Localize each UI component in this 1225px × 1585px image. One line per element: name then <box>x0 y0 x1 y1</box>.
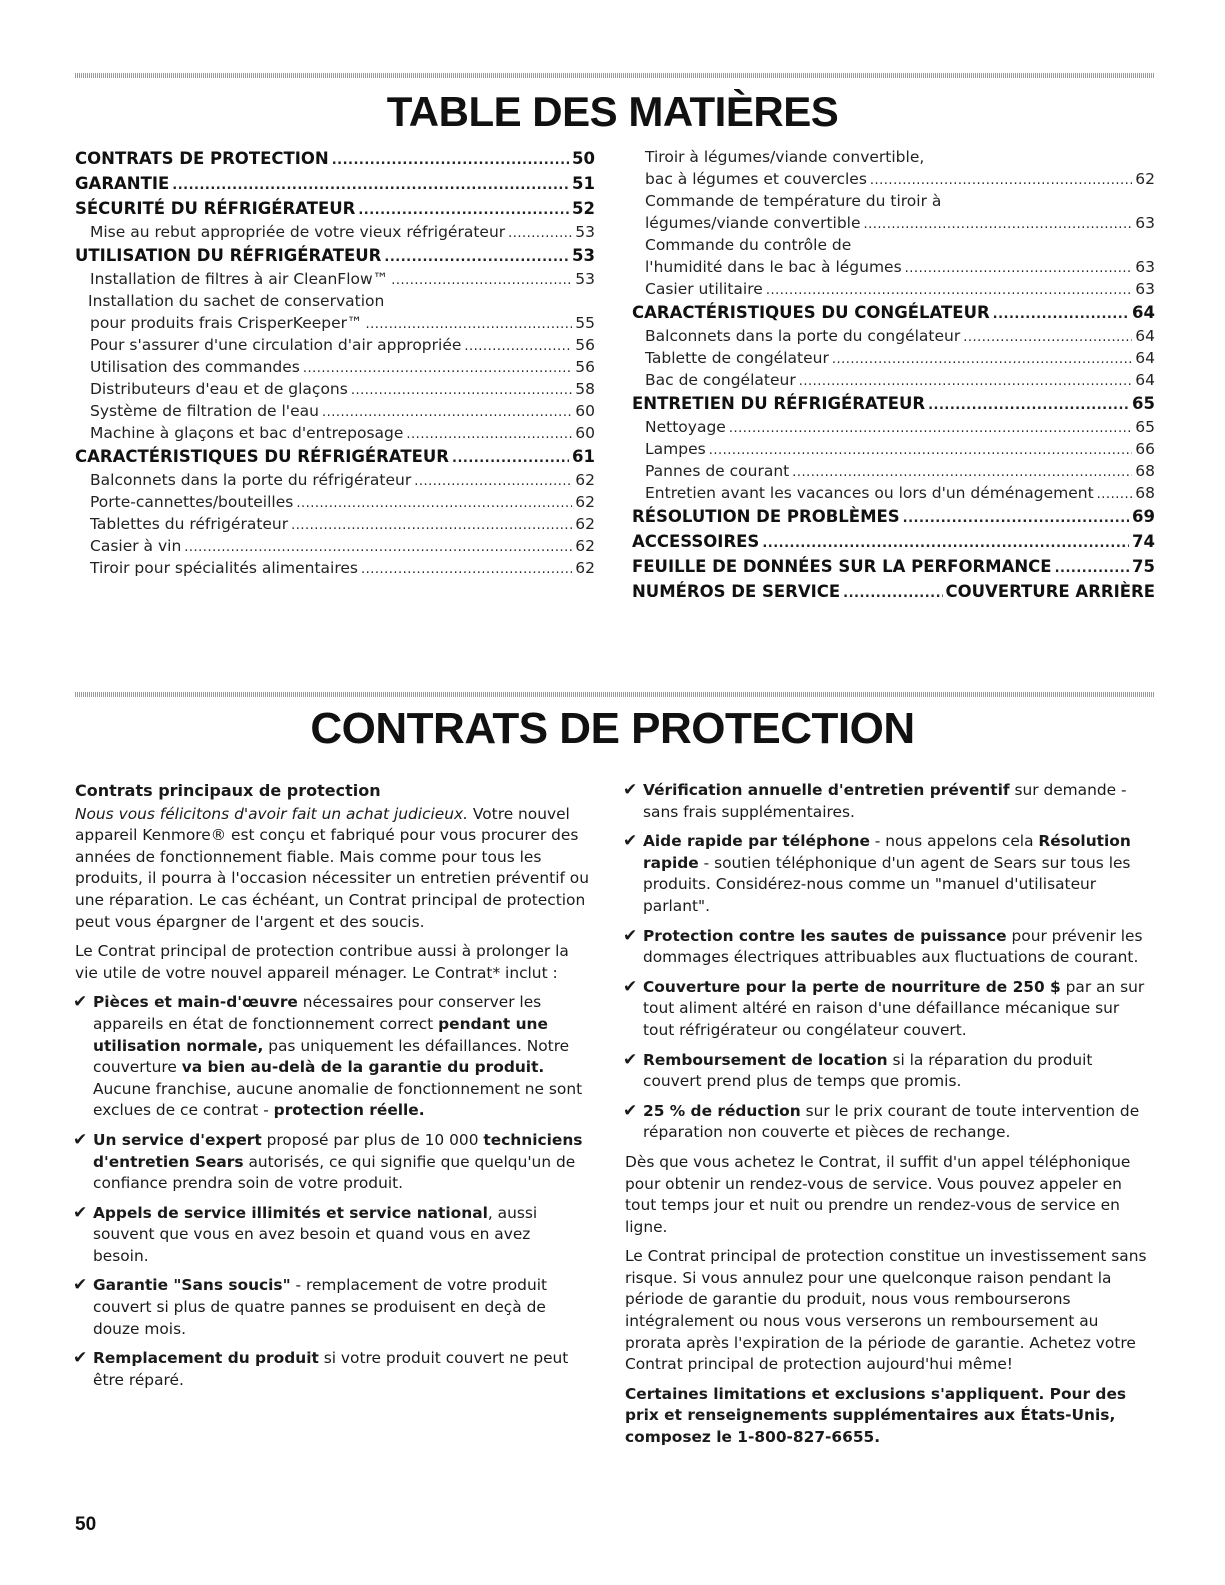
toc-entry-label: Lampes <box>645 440 706 458</box>
toc-dot-leader <box>184 537 572 559</box>
toc-entry <box>632 212 1155 234</box>
toc-dot-leader <box>332 148 569 173</box>
toc-dot-leader <box>414 471 572 493</box>
toc-dot-leader <box>361 559 572 581</box>
toc-heading-entry <box>632 504 1155 529</box>
benefit-emphasis: Garantie "Sans soucis" <box>93 1276 291 1295</box>
toc-dot-leader <box>351 380 572 402</box>
contracts-title: CONTRATS DE PROTECTION <box>310 704 915 753</box>
toc-dot-leader <box>905 258 1133 280</box>
toc-entry-page: 62 <box>575 559 595 577</box>
benefit-emphasis: va bien au-delà de la garantie du produit. <box>181 1058 545 1077</box>
toc-dot-leader <box>993 302 1129 327</box>
toc-entry-page: 64 <box>1132 303 1155 322</box>
toc-entry-label: Tiroir à légumes/viande convertible, <box>645 148 925 166</box>
benefit-text: par an sur tout aliment altéré en raison d'une défaillance mécanique sur tout réfrigérateur ou congélateur couvert. <box>643 977 1145 1039</box>
toc-dot-leader <box>508 223 572 245</box>
toc-dot-leader <box>296 493 572 515</box>
appointment-paragraph: Dès que vous achetez le Contrat, il suffit d'un appel téléphonique pour obtenir un rendez-vous de service. Vous pouvez appeler en tout temps jour et nuit ou prendre un rendez-vous de service en ligne. <box>625 1152 1131 1236</box>
toc-entry <box>632 234 1155 256</box>
toc-entry-page: 50 <box>572 149 595 168</box>
toc-entry-label: Nettoyage <box>645 418 726 436</box>
benefit-item <box>625 1101 1153 1144</box>
benefit-item <box>75 992 590 1122</box>
toc-entry-page: 63 <box>1135 214 1155 232</box>
toc-dot-leader <box>322 402 572 424</box>
toc-entry-label: l'humidité dans le bac à légumes <box>645 258 902 276</box>
toc-entry-label: Commande du contrôle de <box>645 236 852 254</box>
toc-entry-label: pour produits frais CrisperKeeper™ <box>90 314 363 332</box>
toc-entry-page: 61 <box>572 447 595 466</box>
benefit-text: proposé par plus de 10 000 <box>261 1130 484 1149</box>
benefit-emphasis: Protection contre les sautes de puissance <box>643 926 1007 945</box>
toc-entry <box>75 290 595 312</box>
toc-dot-leader <box>766 280 1132 302</box>
toc-entry-label: Balconnets dans la porte du réfrigérateur <box>90 471 412 489</box>
toc-entry <box>75 535 595 557</box>
benefit-item <box>75 1203 590 1268</box>
benefit-item <box>625 977 1153 1042</box>
benefit-item <box>75 1130 590 1195</box>
benefit-emphasis: 25 % de réduction <box>643 1101 801 1120</box>
toc-entry-page: 62 <box>575 471 595 489</box>
toc-entry-page: 51 <box>572 174 595 193</box>
toc-entry-page: 64 <box>1135 327 1155 345</box>
toc-heading-entry <box>75 444 595 469</box>
toc-entry <box>75 268 595 290</box>
toc-entry-label: Utilisation des commandes <box>90 358 300 376</box>
toc-entry-page: 69 <box>1132 507 1155 526</box>
toc-entry-label: Installation de filtres à air CleanFlow™ <box>90 270 389 288</box>
toc-entry-label: Tiroir pour spécialités alimentaires <box>90 559 358 577</box>
contracts-subheading: Contrats principaux de protection <box>75 781 381 800</box>
toc-dot-leader <box>303 358 572 380</box>
benefit-emphasis: Résolution rapide <box>643 832 1131 872</box>
benefit-text: sur demande - sans frais supplémentaires. <box>643 781 1127 821</box>
toc-dot-leader <box>963 327 1132 349</box>
toc-title: TABLE DES MATIÈRES <box>386 88 839 135</box>
toc-dot-leader <box>864 214 1133 236</box>
toc-dot-leader <box>1097 484 1133 506</box>
benefit-item <box>625 1050 1153 1093</box>
benefit-text: pour prévenir les dommages électriques attribuables aux fluctuations de courant. <box>643 926 1143 967</box>
benefit-emphasis: Aide rapide par téléphone <box>643 832 870 851</box>
toc-dot-leader <box>832 349 1132 371</box>
toc-entry-page: COUVERTURE ARRIÈRE <box>945 582 1155 601</box>
benefit-emphasis: techniciens d'entretien Sears <box>93 1130 583 1171</box>
toc-entry-page: 60 <box>575 424 595 442</box>
checkmark-icon: ✔ <box>623 1049 638 1070</box>
toc-entry-page: 64 <box>1135 349 1155 367</box>
toc-heading-entry <box>632 579 1155 604</box>
toc-entry-label: SÉCURITÉ DU RÉFRIGÉRATEUR <box>75 199 356 218</box>
toc-entry-label: Commande de température du tiroir à <box>645 192 942 210</box>
checkmark-icon: ✔ <box>73 1129 88 1150</box>
toc-entry <box>75 491 595 513</box>
benefit-item <box>625 926 1153 969</box>
toc-entry-label: Pannes de courant <box>645 462 790 480</box>
toc-right-column <box>632 146 1155 604</box>
toc-heading-entry <box>75 196 595 221</box>
toc-dot-leader <box>366 314 573 336</box>
benefit-text: - remplacement de votre produit couvert si plus de quatre pannes se produisent en deçà de douze mois. <box>93 1276 548 1338</box>
benefit-text: sur le prix courant de toute intervention de réparation non couverte et pièces de rechange. <box>643 1101 1140 1142</box>
checkmark-icon: ✔ <box>623 780 638 800</box>
toc-entry-label: Distributeurs d'eau et de glaçons <box>90 380 348 398</box>
toc-dot-leader <box>391 270 572 292</box>
checkmark-icon: ✔ <box>623 976 638 997</box>
benefit-text: pas uniquement les défaillances. Notre couverture <box>93 1036 570 1077</box>
toc-dot-leader <box>870 170 1132 192</box>
toc-dot-leader <box>928 393 1129 418</box>
toc-entry <box>632 347 1155 369</box>
checkmark-icon: ✔ <box>73 1275 88 1296</box>
section-divider-rule <box>75 692 1155 697</box>
toc-entry-page: 65 <box>1132 394 1155 413</box>
toc-entry <box>632 325 1155 347</box>
benefit-text: nécessaires pour conserver les appareils en état de fonctionnement correct <box>93 993 542 1033</box>
toc-entry-page: 75 <box>1132 557 1155 576</box>
benefit-emphasis: Pièces et main-d'œuvre <box>93 993 298 1012</box>
toc-entry <box>632 460 1155 482</box>
benefit-item <box>75 1275 590 1340</box>
benefit-text: , aussi souvent que vous en avez besoin et quand vous en avez besoin. <box>93 1203 538 1265</box>
closing-notice: Certaines limitations et exclusions s'appliquent. Pour des prix et renseignements supplémentaires aux États-Unis, composez le 1-800-827-6655. <box>625 1384 1127 1447</box>
toc-entry-page: 52 <box>572 199 595 218</box>
toc-entry-page: 74 <box>1132 532 1155 551</box>
toc-heading-entry <box>632 300 1155 325</box>
toc-entry-page: 66 <box>1135 440 1155 458</box>
toc-entry-label: GARANTIE <box>75 174 170 193</box>
toc-dot-leader <box>1055 556 1129 581</box>
checkmark-icon: ✔ <box>623 925 638 946</box>
toc-dot-leader <box>384 245 569 270</box>
benefit-item <box>625 831 1153 917</box>
benefit-item <box>75 1348 590 1391</box>
toc-entry-page: 56 <box>575 336 595 354</box>
toc-dot-leader <box>903 506 1129 531</box>
benefit-emphasis: Un service d'expert <box>93 1130 262 1149</box>
intro-italic: Nous vous félicitons d'avoir fait un achat judicieux. <box>75 804 469 823</box>
toc-entry-page: 58 <box>575 380 595 398</box>
benefit-emphasis: Appels de service illimités et service national <box>93 1203 488 1222</box>
toc-entry-page: 62 <box>1135 170 1155 188</box>
toc-entry <box>632 168 1155 190</box>
toc-entry-label: Tablettes du réfrigérateur <box>90 515 289 533</box>
toc-heading-entry <box>75 146 595 171</box>
top-divider-rule <box>75 73 1155 78</box>
toc-entry-label: Casier utilitaire <box>645 280 763 298</box>
checkmark-icon: ✔ <box>623 1100 638 1121</box>
toc-entry <box>632 438 1155 460</box>
toc-entry-page: 63 <box>1135 258 1155 276</box>
toc-entry-page: 63 <box>1135 280 1155 298</box>
benefit-emphasis: Vérification annuelle d'entretien préventif <box>643 781 1010 799</box>
toc-entry-page: 64 <box>1135 371 1155 389</box>
toc-entry-label: Pour s'assurer d'une circulation d'air appropriée <box>90 336 462 354</box>
intro-paragraph <box>75 804 590 934</box>
benefit-emphasis: pendant une utilisation normale, <box>93 1014 548 1055</box>
toc-entry <box>75 312 595 334</box>
toc-entry-page: 53 <box>572 246 595 265</box>
benefit-emphasis: Remboursement de location <box>643 1050 888 1069</box>
benefit-text: - nous appelons cela <box>869 832 1039 851</box>
checkmark-icon: ✔ <box>73 1348 88 1369</box>
toc-entry <box>632 146 1155 168</box>
toc-entry-label: Entretien avant les vacances ou lors d'un déménagement <box>645 484 1094 502</box>
toc-dot-leader <box>709 440 1133 462</box>
toc-entry-page: 62 <box>575 537 595 555</box>
toc-entry <box>632 190 1155 212</box>
benefit-text: si votre produit couvert ne peut être réparé. <box>93 1349 569 1389</box>
toc-entry <box>632 256 1155 278</box>
toc-entry-label: NUMÉROS DE SERVICE <box>632 582 841 601</box>
toc-entry-label: RÉSOLUTION DE PROBLÈMES <box>632 507 900 526</box>
toc-entry-label: UTILISATION DU RÉFRIGÉRATEUR <box>75 246 382 265</box>
toc-entry <box>75 557 595 579</box>
toc-heading-entry <box>632 391 1155 416</box>
toc-entry-page: 65 <box>1135 418 1155 436</box>
toc-entry-label: CONTRATS DE PROTECTION <box>75 149 329 168</box>
right-benefits-list <box>625 780 1153 1144</box>
toc-entry-label: Système de filtration de l'eau <box>90 402 319 420</box>
intro-paragraph-2: Le Contrat principal de protection contribue aussi à prolonger la vie utile de votre nouvel appareil ménager. Le Contrat* inclut : <box>75 942 569 982</box>
toc-entry-page: 53 <box>575 223 595 241</box>
benefit-emphasis: protection réelle. <box>273 1101 425 1120</box>
toc-dot-leader <box>762 531 1129 556</box>
toc-entry-label: Casier à vin <box>90 537 182 555</box>
toc-heading-entry <box>75 243 595 268</box>
toc-entry-label: légumes/viande convertible <box>645 214 861 232</box>
toc-entry-label: Tablette de congélateur <box>645 349 829 367</box>
toc-dot-leader <box>406 424 572 446</box>
toc-entry-page: 62 <box>575 493 595 511</box>
toc-entry-label: Mise au rebut appropriée de votre vieux réfrigérateur <box>90 223 506 241</box>
toc-dot-leader <box>729 418 1132 440</box>
toc-entry <box>75 469 595 491</box>
checkmark-icon: ✔ <box>623 831 638 852</box>
toc-entry-label: CARACTÉRISTIQUES DU RÉFRIGÉRATEUR <box>75 447 450 466</box>
checkmark-icon: ✔ <box>73 992 88 1013</box>
toc-entry <box>75 221 595 243</box>
risk-free-paragraph: Le Contrat principal de protection constitue un investissement sans risque. Si vous annulez pour une quelconque raison pendant la période de garantie du produit, nous vous rembourserons intégralement ou nous vous verserons un remboursement au prorata après l'expiration de la période de garantie. Achetez votre Contrat principal de protection aujourd'hui même! <box>625 1247 1147 1374</box>
toc-entry-page: 53 <box>575 270 595 288</box>
toc-entry-label: ACCESSOIRES <box>632 532 760 551</box>
benefit-emphasis: Couverture pour la perte de nourriture de 250 $ <box>643 977 1061 996</box>
toc-dot-leader <box>843 581 942 606</box>
toc-entry-label: Bac de congélateur <box>645 371 796 389</box>
toc-dot-leader <box>358 198 569 223</box>
toc-entry-page: 68 <box>1135 462 1155 480</box>
toc-entry <box>632 416 1155 438</box>
intro-rest: Votre nouvel appareil Kenmore® est conçu et fabriqué pour vous procurer des années de fonctionnement fiable. Mais comme pour tous les produits, il pourra à l'occasion nécessiter un entretien préventif ou une réparation. Le cas échéant, un Contrat principal de protection peut vous épargner de l'argent et des soucis. <box>75 804 589 931</box>
toc-dot-leader <box>792 462 1132 484</box>
toc-heading-entry <box>75 171 595 196</box>
toc-entry-label: bac à légumes et couvercles <box>645 170 867 188</box>
toc-entry-label: Balconnets dans la porte du congélateur <box>645 327 961 345</box>
toc-heading-entry <box>632 529 1155 554</box>
toc-entry-page: 60 <box>575 402 595 420</box>
toc-dot-leader <box>464 336 572 358</box>
toc-entry <box>632 482 1155 504</box>
toc-dot-leader <box>172 173 569 198</box>
contracts-left-column <box>75 780 590 1399</box>
toc-entry <box>632 369 1155 391</box>
toc-left-column <box>75 146 595 579</box>
toc-dot-leader <box>291 515 572 537</box>
toc-entry <box>632 278 1155 300</box>
benefit-text: autorisés, ce qui signifie que quelqu'un de confiance prendra soin de votre produit. <box>93 1152 576 1193</box>
toc-entry <box>75 378 595 400</box>
toc-heading-entry <box>632 554 1155 579</box>
toc-entry-label: CARACTÉRISTIQUES DU CONGÉLATEUR <box>632 303 990 322</box>
toc-entry <box>75 334 595 356</box>
toc-dot-leader <box>799 371 1133 393</box>
toc-entry <box>75 422 595 444</box>
toc-entry-label: ENTRETIEN DU RÉFRIGÉRATEUR <box>632 394 926 413</box>
toc-entry-label: FEUILLE DE DONNÉES SUR LA PERFORMANCE <box>632 557 1052 576</box>
benefit-text: Aucune franchise, aucune anomalie de fonctionnement ne sont exclues de ce contrat - <box>93 1079 583 1120</box>
toc-entry-label: Installation du sachet de conservation <box>88 292 385 310</box>
toc-entry <box>75 513 595 535</box>
benefit-emphasis: Remplacement du produit <box>93 1349 319 1368</box>
benefit-item <box>625 780 1153 823</box>
contracts-right-column <box>625 780 1153 1457</box>
toc-entry-page: 56 <box>575 358 595 376</box>
toc-dot-leader <box>452 446 569 471</box>
page-number: 50 <box>75 1514 97 1535</box>
toc-entry-page: 55 <box>575 314 595 332</box>
toc-entry <box>75 356 595 378</box>
toc-entry-label: Porte-cannettes/bouteilles <box>90 493 294 511</box>
toc-entry-label: Machine à glaçons et bac d'entreposage <box>90 424 404 442</box>
left-benefits-list <box>75 992 590 1391</box>
toc-entry-page: 68 <box>1135 484 1155 502</box>
toc-entry-page: 62 <box>575 515 595 533</box>
benefit-text: si la réparation du produit couvert prend plus de temps que promis. <box>643 1050 1093 1091</box>
checkmark-icon: ✔ <box>73 1202 88 1223</box>
benefit-text: - soutien téléphonique d'un agent de Sears sur tous les produits. Considérez-nous comme un "manuel d'utilisateur parlant". <box>643 853 1131 915</box>
toc-entry <box>75 400 595 422</box>
